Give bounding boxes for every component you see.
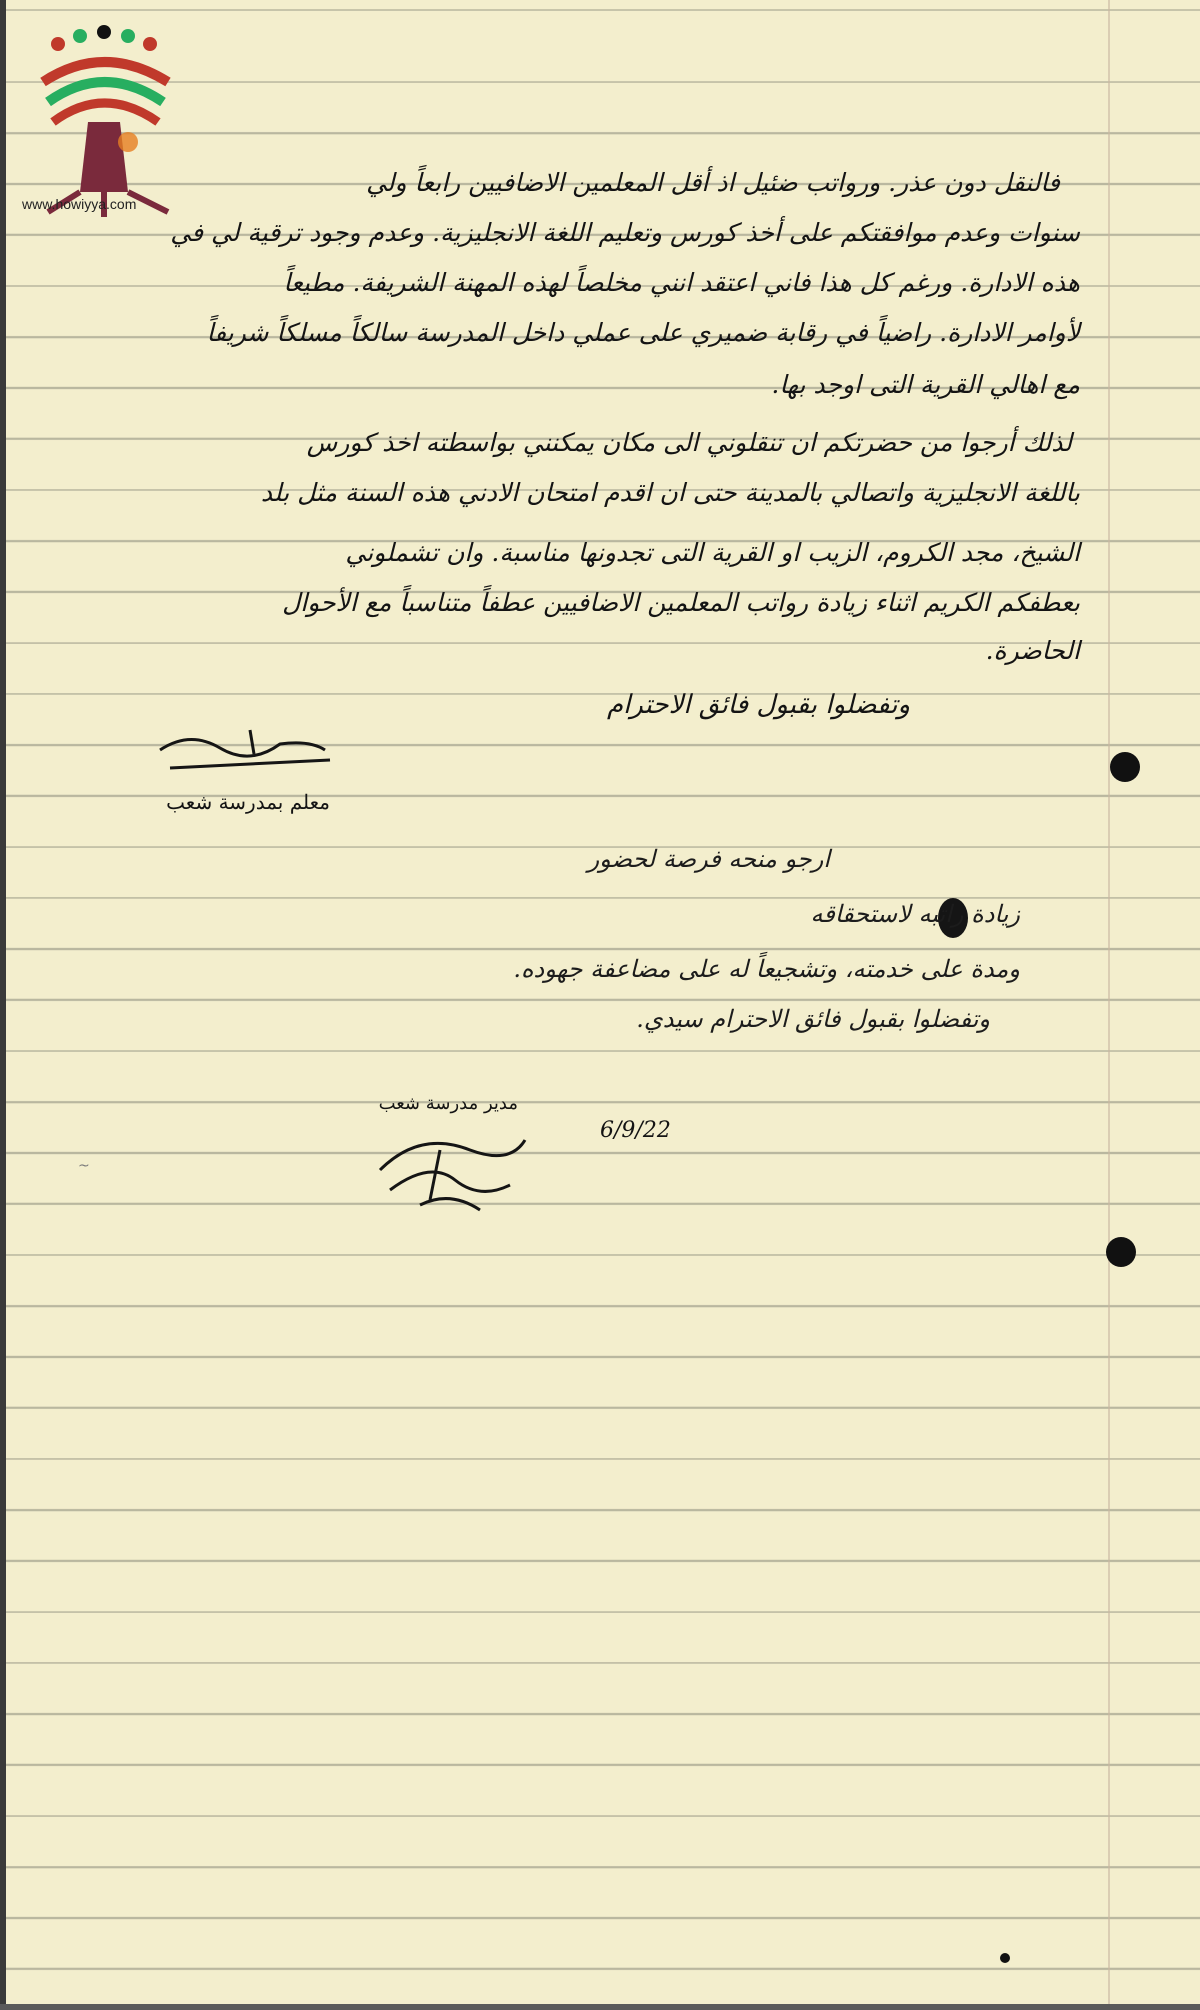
teacher-signature-title: معلم بمدرسة شعب [166,790,330,814]
letter-line-8: الشيخ، مجد الكروم، الزيب او القرية التى تجدونها مناسبة. وان تشملوني [345,538,1080,567]
teacher-signature [150,720,340,780]
tree-family-logo-icon [18,22,198,222]
note-line-1: ارجو منحه فرصة لحضور [587,845,830,873]
letter-line-2: سنوات وعدم موافقتكم على أخذ كورس وتعليم اللغة الانجليزية. وعدم وجود ترقية لي في [170,218,1080,247]
note-line-2: زيادة راتبه لاستحقاقه [810,900,1020,928]
letter-line-4: لأوامر الادارة. راضياً في رقابة ضميري على عملي داخل المدرسة سالكاً مسلكاً شريفاً [206,318,1080,347]
binder-hole-top [1110,752,1140,782]
headmaster-signature [360,1110,540,1220]
note-line-3: ومدة على خدمته، وتشجيعاً له على مضاعفة جهوده. [513,955,1020,983]
letter-closing: وتفضلوا بقبول فائق الاحترام [606,690,910,720]
scan-edge-bottom [0,2004,1200,2010]
letter-line-6: لذلك أرجوا من حضرتكم ان تنقلوني الى مكان يمكنني بواسطته اخذ كورس [306,428,1072,457]
headmaster-signature-title: مدير مدرسة شعب [378,1093,518,1114]
letter-line-5: مع اهالي القرية التى اوجد بها. [771,370,1080,399]
letter-line-9: بعطفكم الكريم اثناء زيادة رواتب المعلمين الاضافيين عطفاً متناسباً مع الأحوال [282,588,1080,617]
letter-line-7: باللغة الانجليزية واتصالي بالمدينة حتى ان اقدم امتحان الادني هذه السنة مثل بلد [260,478,1080,507]
note-date: 6/9/22 [600,1118,671,1143]
logo-url-text: www.howiyya.com [22,196,137,212]
ink-dot [1000,1953,1010,1963]
binder-hole-bottom [1106,1237,1136,1267]
faint-mark: ~ [78,1158,90,1174]
letter-line-3: هذه الادارة. ورغم كل هذا فاني اعتقد انني مخلصاً لهذه المهنة الشريفة. مطيعاً [283,268,1080,297]
scan-edge-left [0,0,6,2010]
letter-line-10: الحاضرة. [985,636,1080,665]
note-line-4: وتفضلوا بقبول فائق الاحترام سيدي. [636,1005,990,1033]
letter-line-1: فالنقل دون عذر. ورواتب ضئيل اذ أقل المعلمين الاضافيين رابعاً ولي [366,168,1060,197]
page-margin-line [1108,0,1110,2010]
